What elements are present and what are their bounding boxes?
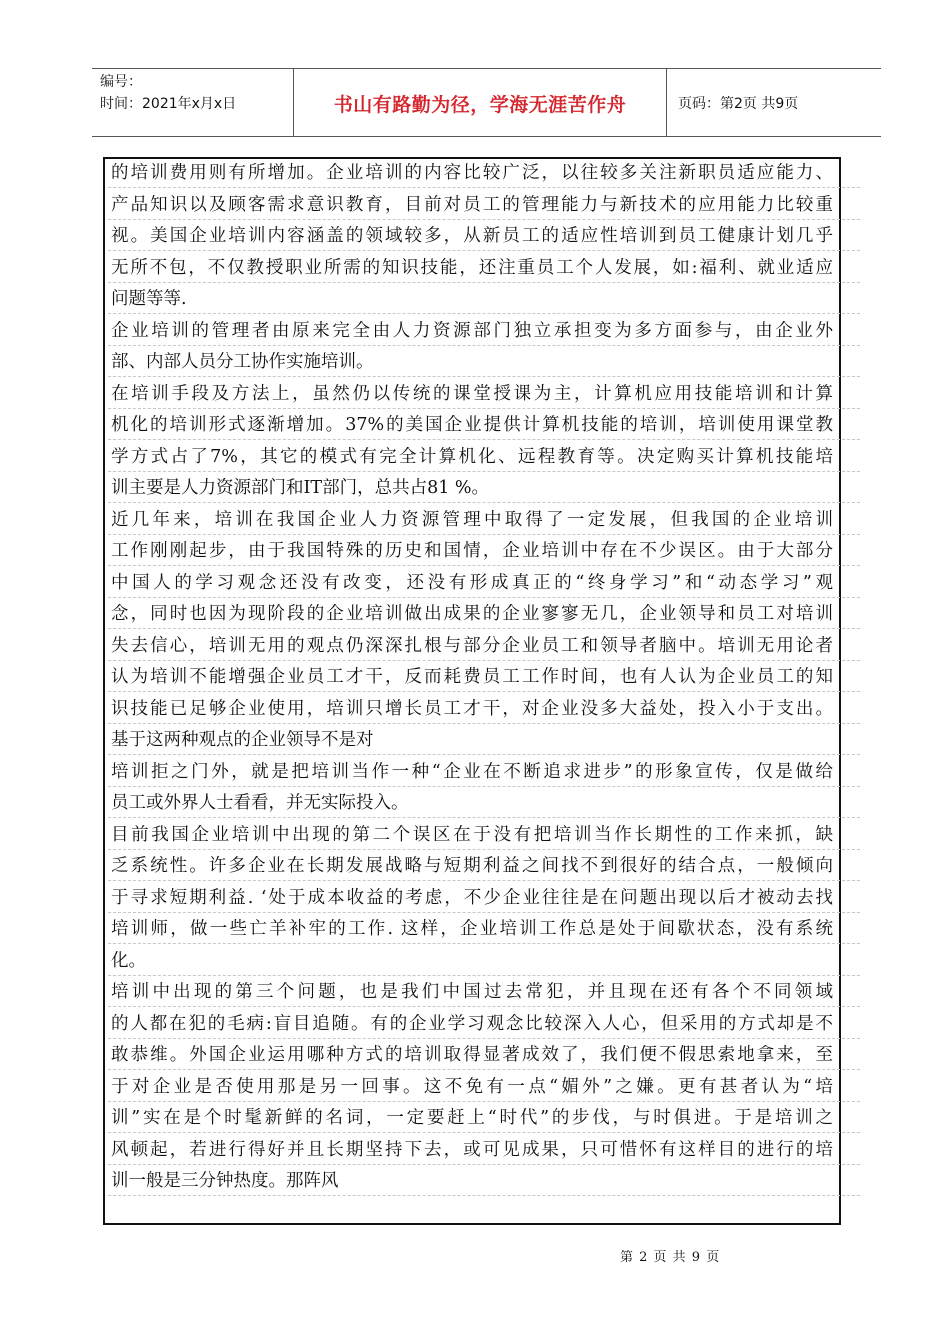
ruled-line <box>108 849 860 850</box>
ruled-line <box>108 282 860 283</box>
ruled-line <box>108 975 860 976</box>
body-line: 企业培训的管理者由原来完全由人力资源部门独立承担变为多方面参与，由企业外 <box>111 320 833 341</box>
body-line: 近几年来，培训在我国企业人力资源管理中取得了一定发展，但我国的企业培训 <box>111 509 833 530</box>
ruled-line <box>108 408 860 409</box>
page-footer: 第 2 页 共 9 页 <box>620 1250 721 1265</box>
body-line: 学方式占了7%，其它的模式有完全计算机化、远程教育等。决定购买计算机技能培 <box>111 446 833 467</box>
body-line: 的培训费用则有所增加。企业培训的内容比较广泛，以往较多关注新职员适应能力、 <box>111 163 833 183</box>
ruled-line <box>108 1101 860 1102</box>
body-line: 员工或外界人士看看，并无实际投入。 <box>111 793 409 813</box>
body-line: 工作刚刚起步，由于我国特殊的历史和国情，企业培训中存在不少误区。由于大部分 <box>111 541 833 561</box>
ruled-line <box>108 1069 860 1070</box>
header-motto: 书山有路勤为径，学海无涯苦作舟 <box>333 94 627 116</box>
ruled-line <box>108 628 860 629</box>
body-line: 失去信心，培训无用的观点仍深深扎根与部分企业员工和领导者脑中。培训无用论者 <box>111 635 833 656</box>
body-line: 识技能已足够企业使用，培训只增长员工才干，对企业没多大益处，投入小于支出。 <box>111 698 833 719</box>
serial-label: 编号： <box>100 74 142 90</box>
ruled-line <box>108 660 860 661</box>
ruled-line <box>108 502 860 503</box>
ruled-line <box>108 313 860 314</box>
ruled-line <box>108 250 860 251</box>
time-label: 时间：2021年x月x日 <box>100 96 237 112</box>
body-line: 基于这两种观点的企业领导不是对 <box>111 730 374 750</box>
body-line: 敢恭维。外国企业运用哪种方式的培训取得显著成效了，我们便不假思索地拿来，至 <box>111 1045 833 1065</box>
body-line: 乏系统性。许多企业在长期发展战略与短期利益之间找不到很好的结合点，一般倾向 <box>111 856 833 876</box>
ruled-line <box>108 565 860 566</box>
body-line: 的人都在犯的毛病:盲目追随。有的企业学习观念比较深入人心，但采用的方式却是不 <box>111 1013 833 1034</box>
body-line: 化。 <box>111 950 146 971</box>
body-line: 产品知识以及顾客需求意识教育，目前对员工的管理能力与新技术的应用能力比较重 <box>111 194 833 215</box>
ruled-line <box>108 1006 860 1007</box>
body-line: 于寻求短期利益. ‘处于成本收益的考虑，不少企业往往是在问题出现以后才被动去找 <box>111 887 833 908</box>
body-line: 于对企业是否使用那是另一回事。这不免有一点“媚外”之嫌。更有甚者认为“培 <box>111 1076 833 1097</box>
ruled-line <box>108 1195 860 1196</box>
body-line: 训”实在是个时髦新鲜的名词，一定要赶上“时代”的步伐，与时俱进。于是培训之 <box>111 1108 833 1128</box>
body-line: 无所不包，不仅教授职业所需的知识技能，还注重员工个人发展，如:福利、就业适应 <box>111 257 833 278</box>
ruled-line <box>108 1132 860 1133</box>
ruled-line <box>108 723 860 724</box>
body-line: 部、内部人员分工协作实施培训。 <box>111 352 374 372</box>
ruled-line <box>108 345 860 346</box>
body-line: 在培训手段及方法上，虽然仍以传统的课堂授课为主，计算机应用技能培训和计算 <box>111 383 833 404</box>
ruled-line <box>108 187 860 188</box>
ruled-line <box>108 219 860 220</box>
ruled-line <box>108 754 860 755</box>
header-divider-right <box>666 68 667 136</box>
body-line: 风顿起，若进行得好并且长期坚持下去，或可见成果，只可惜怀有这样目的进行的培 <box>111 1139 833 1160</box>
body-line: 机化的培训形式逐渐增加。37%的美国企业提供计算机技能的培训，培训使用课堂教 <box>111 415 833 435</box>
ruled-line <box>108 534 860 535</box>
body-line: 认为培训不能增强企业员工才干，反而耗费员工工作时间，也有人认为企业员工的知 <box>111 667 833 687</box>
body-line: 问题等等. <box>111 289 187 309</box>
body-line: 目前我国企业培训中出现的第二个误区在于没有把培训当作长期性的工作来抓，缺 <box>111 824 833 845</box>
header-page-info: 页码：第2页 共9页 <box>678 96 799 112</box>
ruled-line <box>108 471 860 472</box>
body-line: 中国人的学习观念还没有改变，还没有形成真正的“终身学习”和“动态学习”观 <box>111 572 833 593</box>
header-bottom-border <box>92 136 881 137</box>
body-line: 培训师，做一些亡羊补牢的工作. 这样，企业培训工作总是处于间歇状态，没有系统 <box>111 919 833 939</box>
ruled-line <box>108 439 860 440</box>
header-top-border <box>92 68 881 69</box>
header-meta <box>100 71 236 115</box>
ruled-line <box>108 943 860 944</box>
ruled-line <box>108 1164 860 1165</box>
body-line: 培训拒之门外，就是把培训当作一种“企业在不断追求进步”的形象宣传，仅是做给 <box>111 761 833 782</box>
ruled-line <box>108 597 860 598</box>
ruled-line <box>108 817 860 818</box>
body-line: 培训中出现的第三个问题，也是我们中国过去常犯，并且现在还有各个不同领域 <box>111 982 833 1002</box>
body-line: 训一般是三分钟热度。那阵风 <box>111 1171 339 1191</box>
ruled-line <box>108 376 860 377</box>
ruled-line <box>108 1038 860 1039</box>
body-line: 念，同时也因为现阶段的企业培训做出成果的企业寥寥无几，企业领导和员工对培训 <box>111 604 833 624</box>
ruled-line <box>108 691 860 692</box>
ruled-line <box>108 880 860 881</box>
body-line: 视。美国企业培训内容涵盖的领域较多，从新员工的适应性培训到员工健康计划几乎 <box>111 226 833 246</box>
ruled-line <box>108 912 860 913</box>
body-line: 训主要是人力资源部门和IT部门，总共占81 %。 <box>111 478 490 498</box>
ruled-line <box>108 786 860 787</box>
